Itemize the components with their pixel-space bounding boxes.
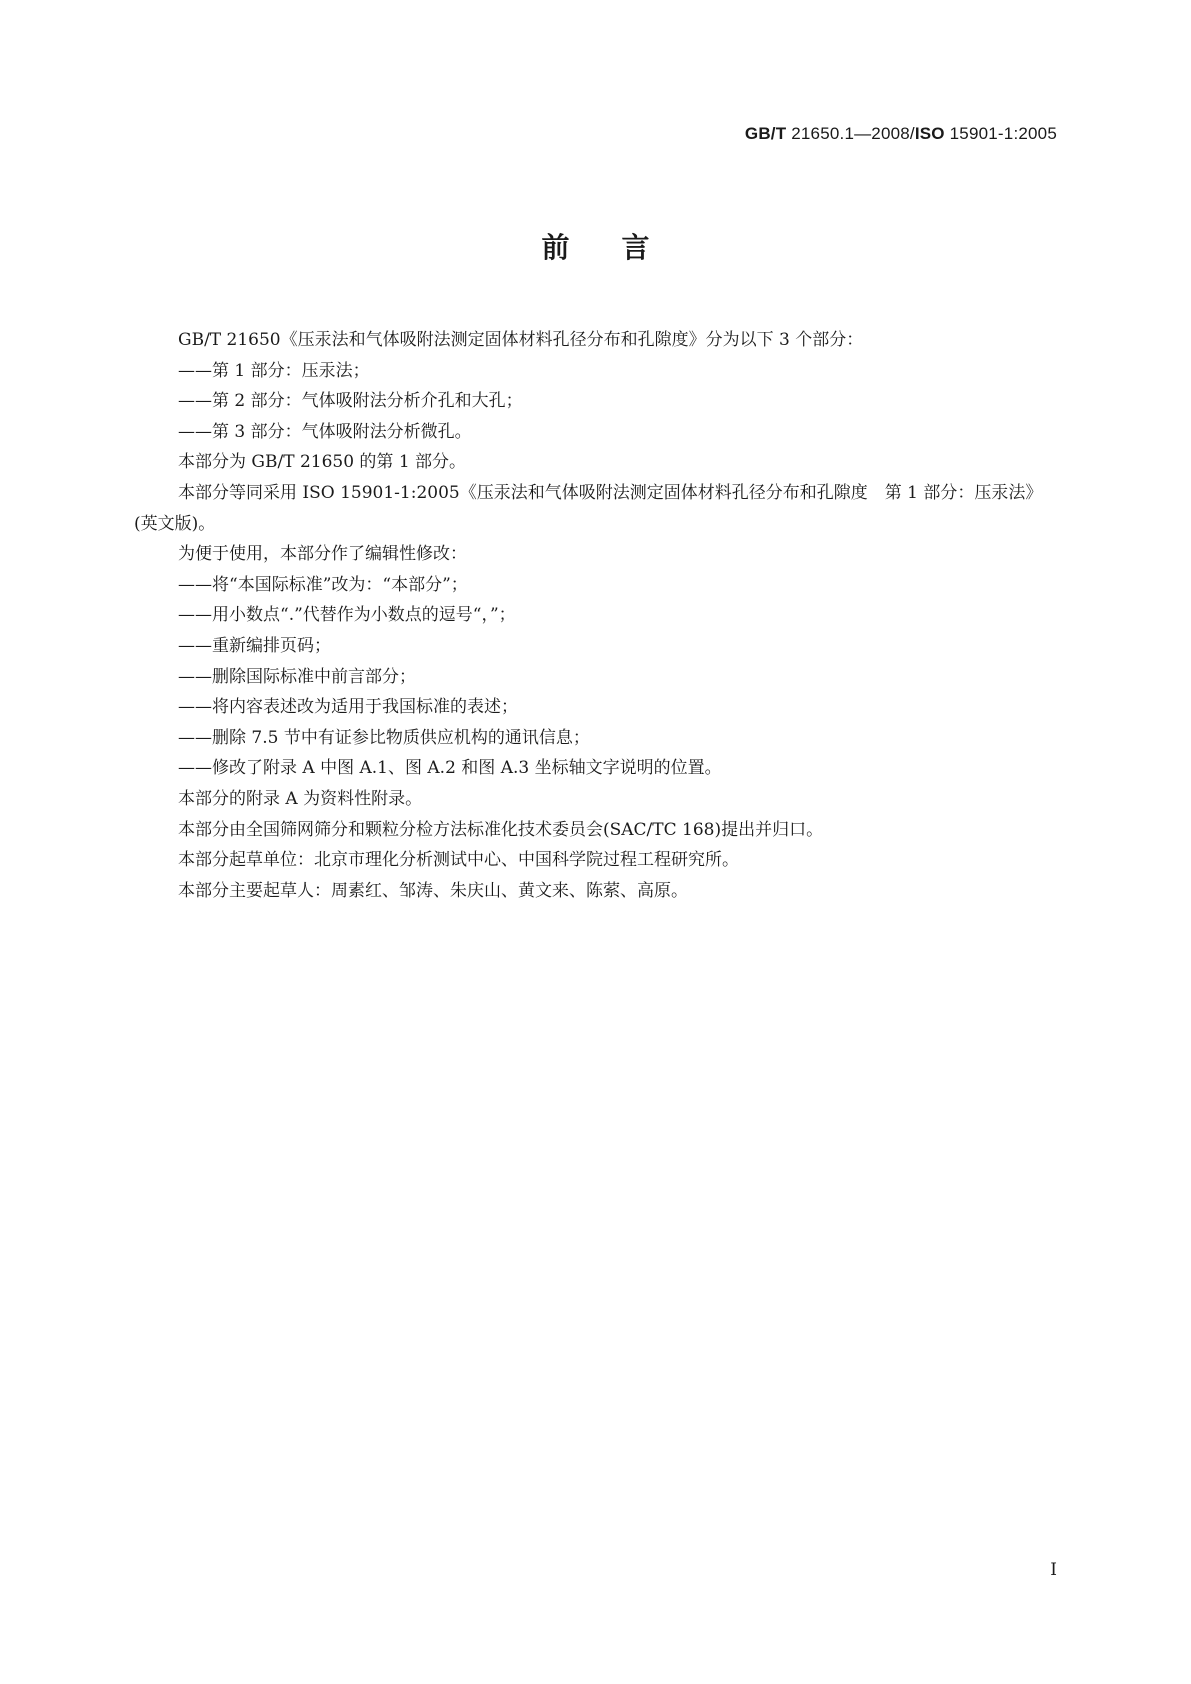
list-item-part-3: ——第 3 部分：气体吸附法分析微孔。 (178, 421, 472, 442)
list-item-edit: ——修改了附录 A 中图 A.1、图 A.2 和图 A.3 坐标轴文字说明的位置。 (178, 758, 722, 779)
paragraph-intro: GB/T 21650《压汞法和气体吸附法测定固体材料孔径分布和孔隙度》分为以下 3 个部分： (178, 330, 864, 350)
list-item-edit: ——将“本国际标准”改为：“本部分”； (178, 574, 468, 595)
foreword-body (134, 325, 1058, 906)
paragraph-edits-intro: 为便于使用，本部分作了编辑性修改： (178, 544, 467, 565)
list-item-edit: ——删除 7.5 节中有证参比物质供应机构的通讯信息； (178, 727, 590, 748)
page-title: 前言 (541, 231, 702, 264)
list-item-edit: ——删除国际标准中前言部分； (178, 666, 416, 687)
paragraph-committee: 本部分由全国筛网筛分和颗粒分检方法标准化技术委员会(SAC/TC 168)提出并归口。 (178, 819, 824, 840)
standard-code-gb-number: 21650.1—2008/ (786, 124, 915, 143)
list-item-part-1: ——第 1 部分：压汞法； (178, 360, 370, 381)
standard-code-iso-number: 15901-1:2005 (944, 124, 1057, 143)
paragraph-adoption: 本部分等同采用 ISO 15901-1:2005《压汞法和气体吸附法测定固体材料孔径分布和孔隙度 第 1 部分：压汞法》(英文版)。 (134, 482, 1043, 534)
list-item-edit: ——重新编排页码； (178, 635, 331, 656)
list-item-part-2: ——第 2 部分：气体吸附法分析介孔和大孔； (178, 391, 523, 412)
standard-code-gb: GB/T (744, 124, 787, 143)
page-number: I (1050, 1560, 1057, 1580)
standard-code-iso: ISO (914, 124, 945, 143)
paragraph-drafting-units: 本部分起草单位：北京市理化分析测试中心、中国科学院过程工程研究所。 (178, 850, 739, 871)
standard-code-header (745, 124, 1057, 144)
list-item-edit: ——用小数点“.”代替作为小数点的逗号“，”； (178, 605, 516, 626)
paragraph-this-part: 本部分为 GB/T 21650 的第 1 部分。 (178, 452, 467, 473)
list-item-edit: ——将内容表述改为适用于我国标准的表述； (178, 697, 518, 718)
paragraph-drafters: 本部分主要起草人：周素红、邹涛、朱庆山、黄文来、陈萦、高原。 (178, 880, 688, 901)
paragraph-annex: 本部分的附录 A 为资料性附录。 (178, 788, 423, 809)
